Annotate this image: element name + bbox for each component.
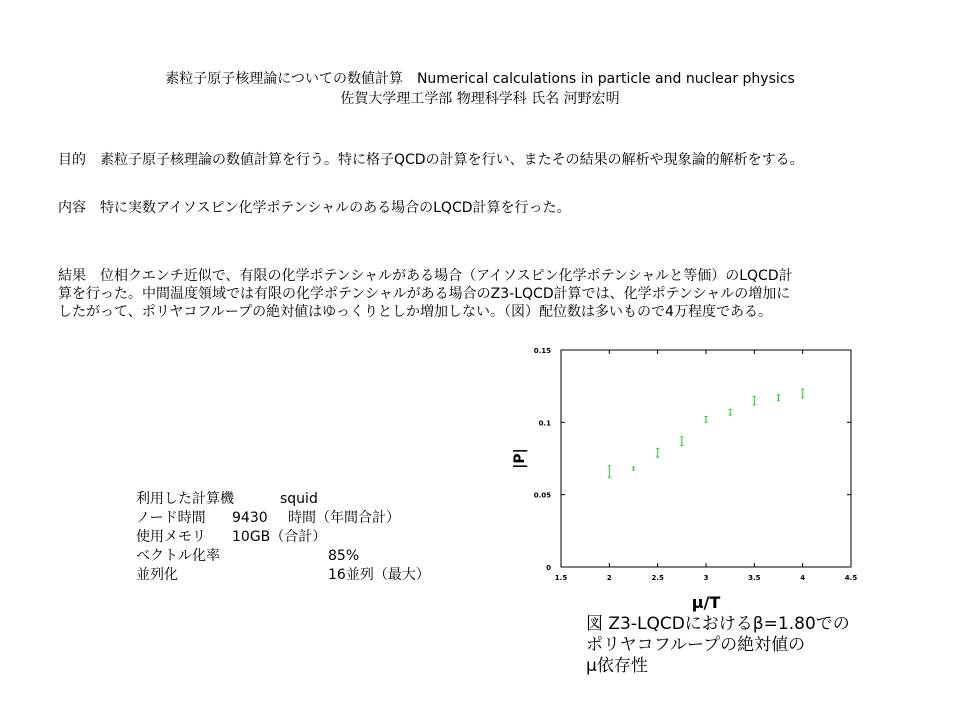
data-point [777, 395, 780, 401]
data-point [729, 409, 732, 415]
spec-value: 9430 [232, 510, 268, 526]
data-point [680, 437, 683, 446]
y-tick-label: 0.1 [538, 419, 551, 428]
paper-affiliation: 佐賀大学理工学部 物理科学科 氏名 河野宏明 [340, 91, 620, 107]
content-section [58, 199, 908, 217]
x-tick-label: 2 [606, 574, 612, 582]
result-section [58, 267, 908, 321]
x-tick-label: 1.5 [554, 574, 568, 582]
spec-value: 10GB（合計） [232, 529, 327, 545]
spec-label: 並列化 [136, 567, 178, 583]
figure-caption [586, 614, 886, 677]
polyakov-loop-chart [512, 340, 880, 620]
data-point [705, 417, 708, 423]
spec-extra: 時間（年間合計） [288, 510, 400, 526]
caption-line-1: 図 Z3-LQCDにおけるβ=1.80での [586, 614, 850, 634]
data-point [656, 448, 659, 457]
data-point [608, 466, 611, 478]
result-label: 結果 [58, 268, 86, 284]
result-line-1: 位相クエンチ近似で、有限の化学ポテンシャルがある場合（アイソスピン化学ポテンシャルと等価）のLQCD計 [100, 268, 793, 284]
spec-label: 利用した計算機 [136, 491, 234, 507]
x-axis-label: μ/T [691, 593, 721, 612]
y-tick-label: 0 [546, 564, 551, 572]
y-tick-label: 0.05 [533, 491, 551, 500]
purpose-label: 目的 [58, 152, 86, 168]
spec-label: ベクトル化率 [136, 548, 220, 564]
x-tick-label: 3.5 [748, 574, 761, 582]
spec-value: 85% [328, 548, 360, 564]
y-tick-label: 0.15 [533, 347, 551, 355]
spec-value: 16並列（最大） [328, 567, 430, 583]
caption-line-3: μ依存性 [586, 656, 648, 676]
purpose-text: 素粒子原子核理論の数値計算を行う。特に格子QCDの計算を行い、またその結果の解析や現象論的解析をする。 [100, 152, 804, 168]
data-point [632, 467, 635, 470]
x-tick-label: 4.5 [844, 574, 858, 582]
data-point [801, 389, 804, 398]
data-point [753, 396, 756, 405]
caption-line-2: ポリヤコフループの絶対値の [586, 635, 806, 655]
x-tick-label: 4 [800, 574, 806, 582]
purpose-section [58, 151, 908, 169]
x-tick-label: 2.5 [651, 574, 664, 582]
spec-label: ノード時間 [136, 510, 206, 526]
spec-label: 使用メモリ [136, 529, 206, 545]
y-axis-label: |P| [512, 448, 528, 469]
spec-value: squid [280, 491, 318, 507]
content-label: 内容 [58, 200, 86, 216]
content-text: 特に実数アイソスピン化学ポテンシャルのある場合のLQCD計算を行った。 [100, 200, 571, 216]
plot-frame [561, 350, 851, 567]
result-line-2: 算を行った。中間温度領域では有限の化学ポテンシャルがある場合のZ3-LQCD計算では、化学ポテンシャルの増加に [58, 286, 791, 302]
result-line-3: したがって、ポリヤコフループの絶対値はゆっくりとしか増加しない。（図）配位数は多いもので4万程度である。 [58, 304, 772, 320]
x-tick-label: 3 [703, 574, 709, 582]
paper-title: 素粒子原子核理論についての数値計算 Numerical calculations in particle and nuclear physics [165, 71, 795, 87]
